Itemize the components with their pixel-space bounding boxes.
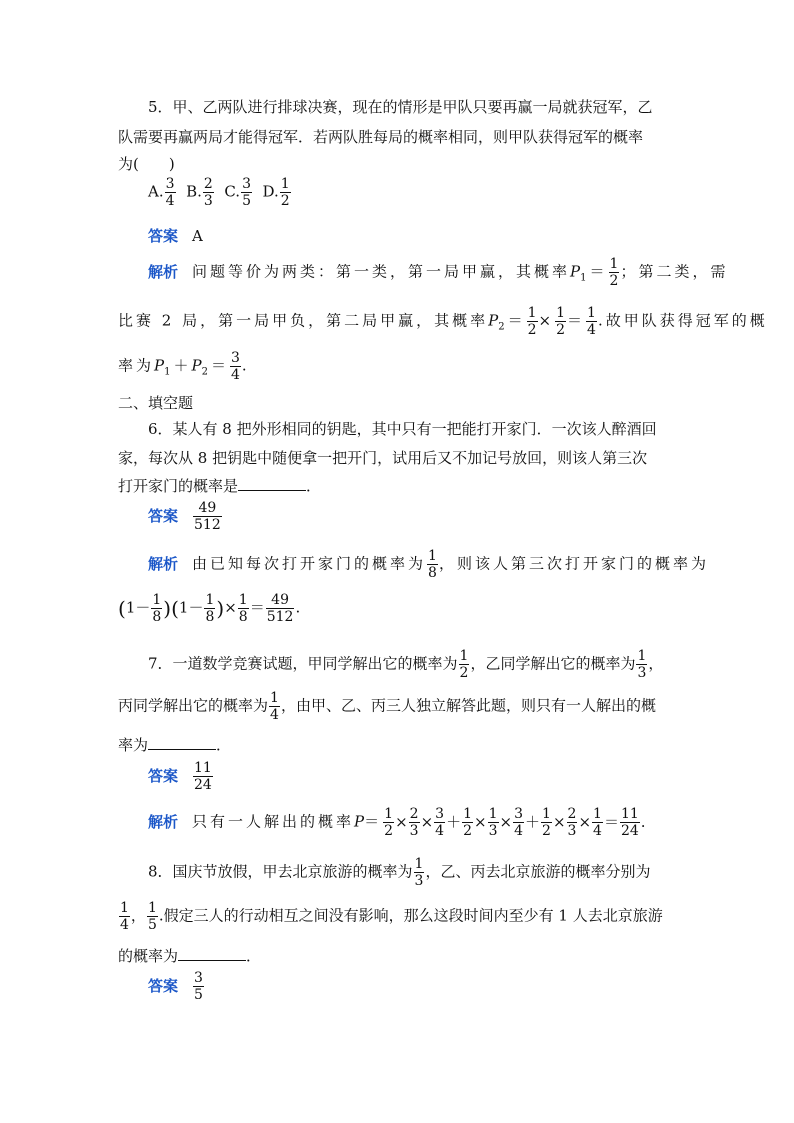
answer-label: 答案: [148, 766, 179, 785]
q5-line-3: 为( ): [118, 155, 175, 173]
option-b-fraction: $\frac{2}{3}$: [203, 176, 213, 209]
q5-options: [148, 176, 292, 209]
q5-line-1: 5．甲、乙两队进行排球决赛，现在的情形是甲队只要再赢一局就获冠军，乙: [148, 98, 653, 116]
analysis-label: 解析: [148, 554, 179, 573]
fraction: $\frac{1}{2}$: [609, 256, 619, 289]
q6-line-1: 6．某人有 8 把外形相同的钥匙，其中只有一把能打开家门．一次该人醉酒回: [148, 420, 657, 438]
answer-label: 答案: [148, 976, 179, 995]
q5-analysis-line-2: 比赛 2 局，第一局甲负，第二局甲赢，其概率$P_2=$ $\frac{1}{2}$ × $\frac{1}{2}$ ＝ $\frac{1}{4}$ .故甲队获得冠军的概: [118, 305, 768, 338]
q5-line-2: 队需要再赢两局才能得冠军．若两队胜每局的概率相同，则甲队获得冠军的概率: [118, 128, 644, 146]
q7-answer: [148, 760, 214, 793]
q8-line-3: 的概率为 ．: [118, 947, 262, 965]
analysis-label: 解析: [148, 262, 179, 281]
q7-line-1: 7．一道数学竞赛试题，甲同学解出它的概率为 $\frac{1}{2}$ ，乙同学解出它的概率为 $\frac{1}{3}$ ，: [148, 648, 664, 681]
q7-line-2: 丙同学解出它的概率为 $\frac{1}{4}$ ，由甲、乙、丙三人独立解答此题，则只有一人解出的概: [118, 690, 656, 723]
q6-answer: [148, 500, 223, 533]
q8-line-2: $\frac{1}{4}$ ， $\frac{1}{5}$ .假定三人的行动相互之间没有影响，那么这段时间内至少有 1 人去北京旅游: [120, 900, 663, 933]
q6-analysis-line-1: 解析 由已知每次打开家门的概率为 $\frac{1}{8}$ ，则该人第三次打开家门的概率为: [148, 548, 709, 581]
q8-line-1: 8．国庆节放假，甲去北京旅游的概率为 $\frac{1}{3}$ ，乙、丙去北京旅游的概率分别为: [148, 856, 651, 889]
analysis-label: 解析: [148, 812, 179, 831]
q7-analysis: 解析 只有一人解出的概率P＝ $\frac{1}{2}$ × $\frac{2}{3}$ × $\frac{3}{4}$ ＋ $\frac{1}{2}$ × $\frac{1}{3}$ × $\frac{3}{4}$ ＋ $\frac{1}{2}$ × $\frac{2}{3}$ × $\frac{1}{4}$ ＝ $\frac{11}{24}$ .: [148, 806, 646, 839]
q5-analysis-line-3: 率为$P_1+P_2=$ $\frac{3}{4}$ .: [118, 350, 250, 383]
q5-answer: [148, 225, 203, 246]
q6-line-3: 打开家门的概率是 ．: [118, 477, 322, 495]
answer-label: 答案: [148, 506, 179, 525]
section-heading: 二、填空题: [118, 394, 194, 412]
option-c-letter: C.: [224, 182, 241, 201]
option-b-letter: B.: [186, 182, 202, 201]
q6-analysis-line-2: (1－ $\frac{1}{8}$ )(1－ $\frac{1}{8}$ )× $\frac{1}{8}$ ＝ $\frac{49}{512}$ .: [118, 592, 301, 625]
option-a-fraction: $\frac{3}{4}$: [165, 176, 175, 209]
q5-analysis-line-1: 解析 问题等价为两类：第一类，第一局甲赢，其概率$P_1=$ $\frac{1}{2}$ ；第二类，需: [148, 256, 729, 289]
answer-blank: [178, 946, 246, 961]
option-d-fraction: $\frac{1}{2}$: [280, 176, 290, 209]
q7-line-3: 率为 ．: [118, 736, 232, 754]
q8-answer-fraction: $\frac{3}{5}$: [194, 970, 203, 1003]
q6-answer-fraction: $\frac{49}{512}$: [194, 500, 221, 533]
option-a-letter: A.: [148, 182, 164, 201]
answer-blank: [238, 476, 306, 491]
q8-answer: [148, 970, 205, 1003]
q7-answer-fraction: $\frac{11}{24}$: [194, 760, 212, 793]
option-c-fraction: $\frac{3}{5}$: [242, 176, 251, 209]
answer-blank: [148, 735, 216, 750]
q6-line-2: 家，每次从 8 把钥匙中随便拿一把开门，试用后又不加记号放回，则该人第三次: [118, 449, 648, 467]
answer-label: 答案: [148, 227, 179, 245]
option-d-letter: D.: [262, 182, 279, 201]
q5-answer-value: A: [192, 227, 203, 245]
